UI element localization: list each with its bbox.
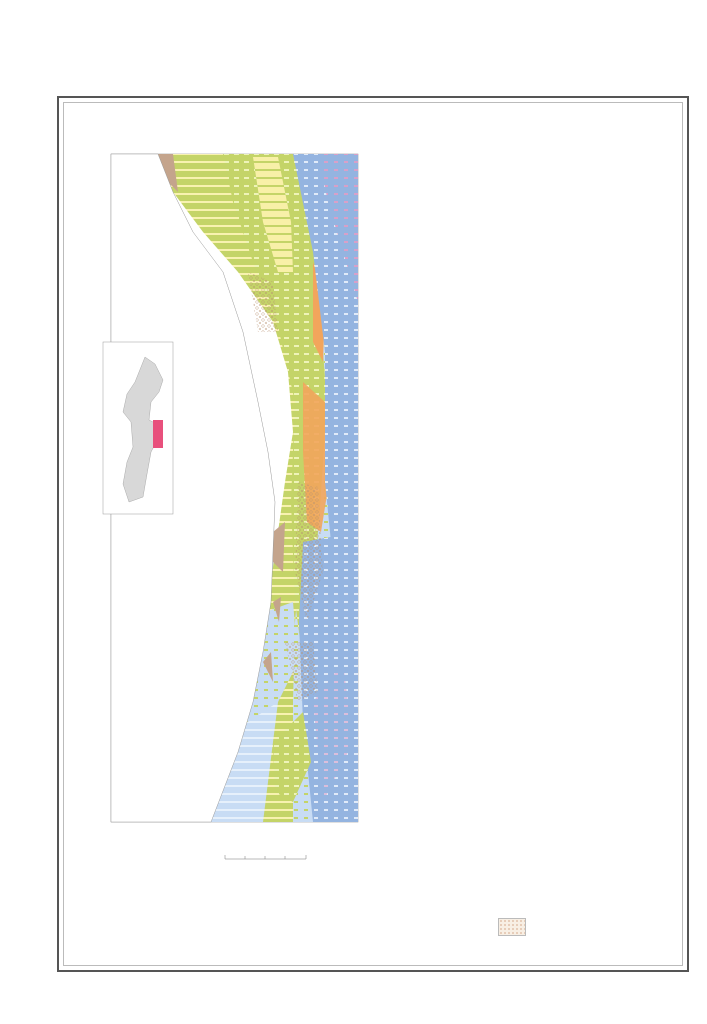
index-map-highlight bbox=[153, 420, 163, 448]
legend-bar bbox=[80, 893, 560, 953]
text-panel bbox=[370, 124, 666, 127]
fig1-histograms bbox=[400, 452, 650, 544]
pebble-swatch bbox=[498, 918, 526, 936]
sedimentological-map bbox=[63, 102, 363, 872]
scale-bar bbox=[225, 855, 306, 859]
